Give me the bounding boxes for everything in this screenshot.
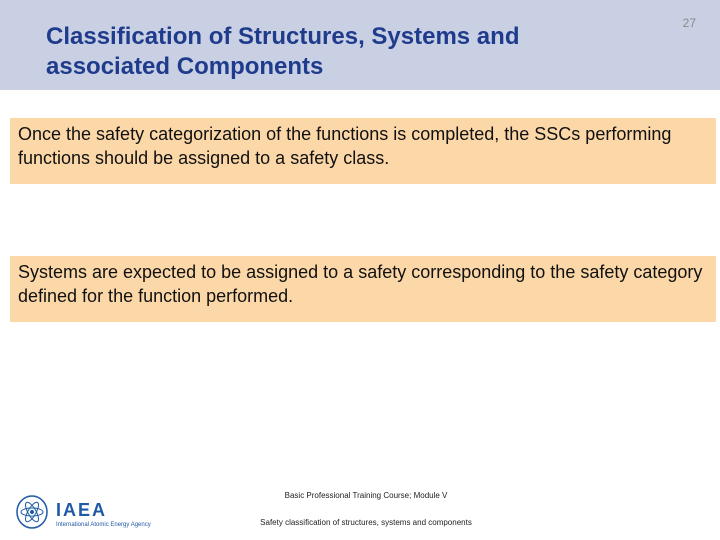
logo-text: IAEA	[56, 500, 108, 520]
footer-text	[216, 490, 516, 528]
slide-number: 27	[682, 16, 696, 30]
footer-course-line: Basic Professional Training Course; Module V	[284, 491, 448, 500]
slide-title	[46, 22, 646, 82]
content-box-1: Once the safety categorization of the functions is completed, the SSCs performing functions should be assigned to a safety class.	[10, 118, 716, 184]
iaea-emblem-icon	[14, 494, 174, 530]
iaea-logo	[14, 494, 174, 530]
slide-title-line1: Classification of Structures, Systems and	[46, 23, 520, 50]
footer-topic-line: Safety classification of structures, systems and components	[260, 518, 472, 527]
content-box-2: Systems are expected to be assigned to a safety corresponding to the safety category defined for the function performed.	[10, 256, 716, 322]
header-bar	[0, 0, 720, 90]
logo-subtext: International Atomic Energy Agency	[56, 522, 151, 528]
slide-title-line2: associated Components	[46, 53, 324, 80]
